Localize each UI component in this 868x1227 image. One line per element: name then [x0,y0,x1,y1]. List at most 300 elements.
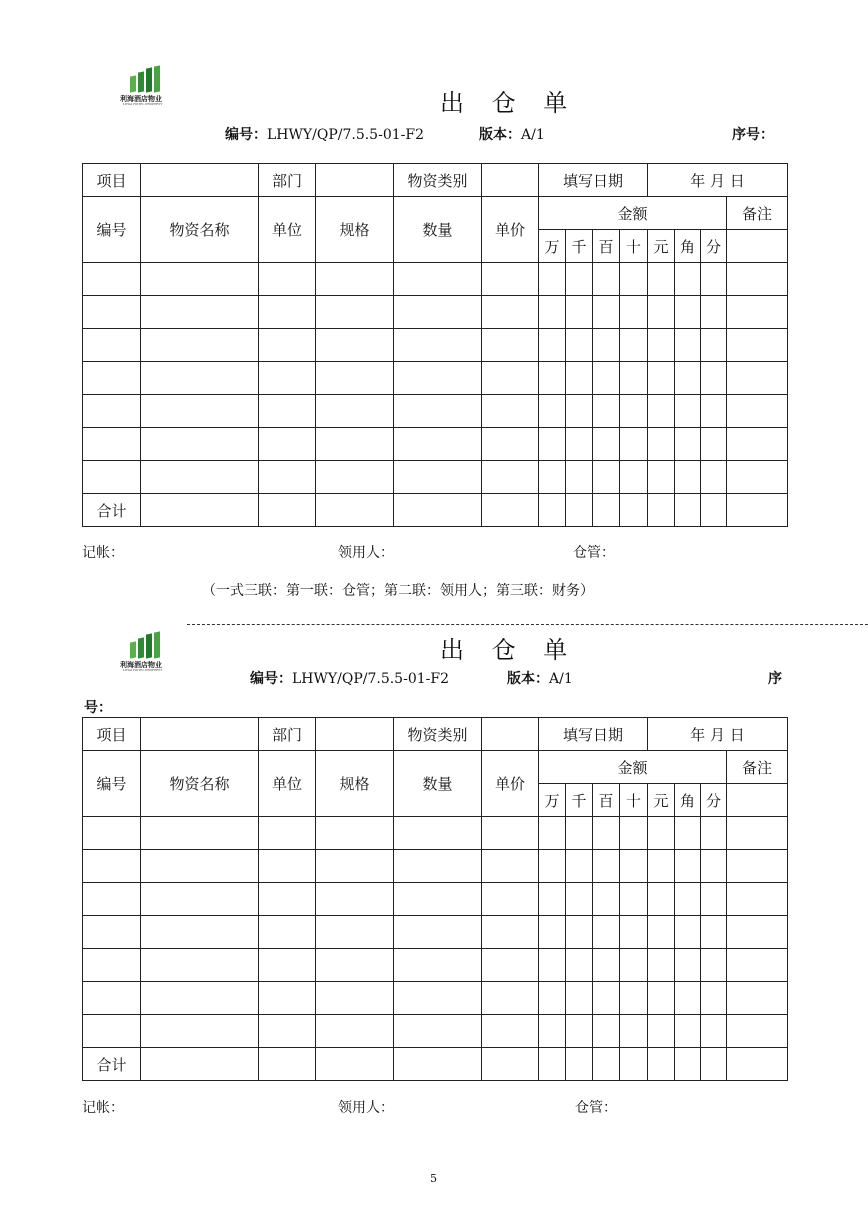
entry-cell[interactable] [539,1015,566,1048]
entry-cell[interactable] [701,1015,727,1048]
entry-cell[interactable] [141,461,259,494]
entry-cell[interactable] [394,395,482,428]
total-cell[interactable] [675,1048,701,1081]
entry-cell[interactable] [259,817,316,850]
outbound-form-table [82,717,788,1081]
entry-cell[interactable] [539,395,566,428]
entry-cell[interactable] [593,850,620,883]
form-code-label: 编号： [250,671,292,687]
entry-cell[interactable] [141,883,259,916]
entry-cell[interactable] [482,263,539,296]
total-row [83,494,788,527]
entry-cell[interactable] [701,850,727,883]
entry-cell[interactable] [141,296,259,329]
entry-cell[interactable] [701,982,727,1015]
entry-cell[interactable] [566,362,593,395]
entry-cell[interactable] [566,817,593,850]
form-serial [768,668,782,688]
total-cell[interactable] [259,494,316,527]
table-header-row-2 [83,197,788,230]
entry-cell[interactable] [394,817,482,850]
entry-cell[interactable] [539,263,566,296]
entry-cell[interactable] [316,883,394,916]
digit-fen: 分 [701,784,727,817]
form-serial [732,124,774,144]
entry-cell[interactable] [727,1015,788,1048]
total-cell[interactable] [701,494,727,527]
entry-cell[interactable] [727,296,788,329]
entry-cell[interactable] [593,263,620,296]
form-code [250,668,449,688]
entry-cell[interactable] [593,296,620,329]
bookkeeper-signature: 记帐： [82,545,124,561]
total-label: 合计 [83,494,141,527]
entry-cell[interactable] [727,883,788,916]
name-header: 物资名称 [141,197,259,263]
entry-cell[interactable] [566,850,593,883]
entry-cell[interactable] [141,949,259,982]
spec-header: 规格 [316,197,394,263]
entry-cell[interactable] [316,296,394,329]
entry-cell[interactable] [566,296,593,329]
entry-cell[interactable] [648,428,675,461]
entry-cell[interactable] [539,461,566,494]
form-serial-label-part2: 号： [84,700,112,716]
total-cell[interactable] [593,1048,620,1081]
entry-cell[interactable] [648,817,675,850]
remark-header: 备注 [727,751,788,784]
entry-cell[interactable] [727,329,788,362]
entry-cell[interactable] [259,296,316,329]
entry-cell[interactable] [141,850,259,883]
entry-cell[interactable] [482,949,539,982]
entry-cell[interactable] [675,916,701,949]
entry-cell[interactable] [701,329,727,362]
entry-cell[interactable] [648,263,675,296]
form-code-value: LHWY/QP/7.5.5-01-F2 [267,127,424,143]
entry-cell[interactable] [539,329,566,362]
total-cell[interactable] [141,1048,259,1081]
entry-cell[interactable] [593,982,620,1015]
company-logo [120,66,180,106]
total-cell[interactable] [539,1048,566,1081]
entry-cell[interactable] [316,428,394,461]
total-cell[interactable] [648,494,675,527]
digit-yuan: 元 [648,784,675,817]
entry-cell[interactable] [727,850,788,883]
logo-name-cn: 利海酒店物业 [120,94,162,103]
entry-cell[interactable] [648,461,675,494]
entry-cell[interactable] [316,263,394,296]
entry-cell[interactable] [620,949,648,982]
entry-cell[interactable] [648,850,675,883]
entry-cell[interactable] [648,982,675,1015]
entry-cell[interactable] [83,982,141,1015]
entry-cell[interactable] [566,982,593,1015]
remark-cell[interactable] [727,784,788,817]
fill-date-cell[interactable]: 年 月 日 [648,718,788,751]
total-cell[interactable] [394,1048,482,1081]
entry-cell[interactable] [316,1015,394,1048]
entry-cell[interactable] [620,883,648,916]
entry-cell[interactable] [727,428,788,461]
entry-cell[interactable] [482,362,539,395]
entry-cell[interactable] [394,1015,482,1048]
entry-cell[interactable] [141,428,259,461]
form-title: 出 仓 单 [440,89,578,117]
entry-cell[interactable] [482,883,539,916]
warehouse-signature: 仓管： [575,1100,617,1116]
entry-cell[interactable] [648,916,675,949]
remark-cell[interactable] [727,230,788,263]
entry-cell[interactable] [727,916,788,949]
entry-cell[interactable] [701,263,727,296]
entry-cell[interactable] [482,1015,539,1048]
table-header-row-2 [83,751,788,784]
total-cell[interactable] [620,1048,648,1081]
remark-header: 备注 [727,197,788,230]
total-cell[interactable] [482,1048,539,1081]
entry-cell[interactable] [482,850,539,883]
digit-bai: 百 [593,230,620,263]
entry-cell[interactable] [394,916,482,949]
category-label: 物资类别 [394,164,482,197]
qty-header: 数量 [394,197,482,263]
total-cell[interactable] [620,494,648,527]
entry-cell[interactable] [675,982,701,1015]
copies-note: （一式三联：第一联：仓管；第二联：领用人；第三联：财务） [202,583,594,599]
entry-cell[interactable] [259,883,316,916]
entry-cell[interactable] [482,428,539,461]
entry-cell[interactable] [675,850,701,883]
entry-cell[interactable] [394,428,482,461]
entry-cell[interactable] [648,883,675,916]
entry-cell[interactable] [83,296,141,329]
form-serial-wrap [84,697,112,717]
table-row [83,982,788,1015]
entry-cell[interactable] [482,329,539,362]
entry-cell[interactable] [566,329,593,362]
entry-cell[interactable] [141,1015,259,1048]
entry-cell[interactable] [648,949,675,982]
entry-cell[interactable] [620,329,648,362]
entry-cell[interactable] [593,329,620,362]
entry-cell[interactable] [701,817,727,850]
total-cell[interactable] [316,494,394,527]
entry-cell[interactable] [394,296,482,329]
entry-cell[interactable] [259,395,316,428]
entry-cell[interactable] [141,916,259,949]
entry-cell[interactable] [539,296,566,329]
entry-cell[interactable] [394,982,482,1015]
digit-qian: 千 [566,230,593,263]
entry-cell[interactable] [316,362,394,395]
dept-cell[interactable] [316,718,394,751]
item-cell[interactable] [141,164,259,197]
entry-cell[interactable] [566,461,593,494]
entry-cell[interactable] [620,395,648,428]
entry-cell[interactable] [394,883,482,916]
entry-cell[interactable] [259,362,316,395]
entry-cell[interactable] [83,329,141,362]
total-cell[interactable] [593,494,620,527]
entry-cell[interactable] [593,949,620,982]
entry-cell[interactable] [394,461,482,494]
item-label: 项目 [83,718,141,751]
entry-cell[interactable] [727,982,788,1015]
receiver-signature: 领用人： [338,1100,394,1116]
entry-cell[interactable] [83,395,141,428]
entry-cell[interactable] [701,949,727,982]
form-title: 出 仓 单 [440,636,578,664]
total-cell[interactable] [259,1048,316,1081]
entry-cell[interactable] [394,949,482,982]
table-row [83,916,788,949]
entry-cell[interactable] [316,850,394,883]
entry-cell[interactable] [259,916,316,949]
entry-cell[interactable] [727,949,788,982]
entry-cell[interactable] [539,949,566,982]
table-body [83,817,788,1048]
entry-cell[interactable] [701,395,727,428]
receiver-signature: 领用人： [338,545,394,561]
logo-name-en: LIHAI HOTEL PROPERTY [123,668,163,672]
entry-cell[interactable] [620,296,648,329]
entry-cell[interactable] [566,395,593,428]
dept-cell[interactable] [316,164,394,197]
table-row [83,395,788,428]
total-cell[interactable] [482,494,539,527]
entry-cell[interactable] [141,329,259,362]
form-code [225,124,424,144]
entry-cell[interactable] [539,883,566,916]
entry-cell[interactable] [675,263,701,296]
entry-cell[interactable] [316,916,394,949]
entry-cell[interactable] [482,296,539,329]
entry-cell[interactable] [727,461,788,494]
entry-cell[interactable] [675,395,701,428]
category-label: 物资类别 [394,718,482,751]
entry-cell[interactable] [141,362,259,395]
total-cell[interactable] [727,494,788,527]
entry-cell[interactable] [539,428,566,461]
total-cell[interactable] [566,494,593,527]
digit-jiao: 角 [675,784,701,817]
bookkeeper-signature: 记帐： [82,1100,124,1116]
entry-cell[interactable] [593,1015,620,1048]
entry-cell[interactable] [566,883,593,916]
table-row [83,329,788,362]
entry-cell[interactable] [394,263,482,296]
total-label: 合计 [83,1048,141,1081]
entry-cell[interactable] [701,883,727,916]
category-cell[interactable] [482,164,539,197]
digit-yuan: 元 [648,230,675,263]
entry-cell[interactable] [83,817,141,850]
entry-cell[interactable] [566,1015,593,1048]
entry-cell[interactable] [83,362,141,395]
entry-cell[interactable] [83,850,141,883]
entry-cell[interactable] [620,428,648,461]
entry-cell[interactable] [83,461,141,494]
entry-cell[interactable] [620,850,648,883]
entry-cell[interactable] [83,916,141,949]
entry-cell[interactable] [675,296,701,329]
entry-cell[interactable] [593,883,620,916]
entry-cell[interactable] [727,395,788,428]
total-cell[interactable] [675,494,701,527]
form-version [507,668,573,688]
entry-cell[interactable] [620,1015,648,1048]
entry-cell[interactable] [394,850,482,883]
entry-cell[interactable] [83,263,141,296]
entry-cell[interactable] [259,850,316,883]
entry-cell[interactable] [620,817,648,850]
form-version-value: A/1 [521,127,545,143]
entry-cell[interactable] [316,329,394,362]
entry-cell[interactable] [675,949,701,982]
form-version-label: 版本： [479,127,521,143]
entry-cell[interactable] [482,395,539,428]
entry-cell[interactable] [566,263,593,296]
item-label: 项目 [83,164,141,197]
entry-cell[interactable] [648,1015,675,1048]
entry-cell[interactable] [620,982,648,1015]
entry-cell[interactable] [675,883,701,916]
form-code-value: LHWY/QP/7.5.5-01-F2 [292,671,449,687]
entry-cell[interactable] [648,296,675,329]
digit-wan: 万 [539,230,566,263]
table-row [83,263,788,296]
entry-cell[interactable] [675,329,701,362]
entry-cell[interactable] [482,916,539,949]
entry-cell[interactable] [316,395,394,428]
entry-cell[interactable] [620,461,648,494]
total-cell[interactable] [648,1048,675,1081]
digit-fen: 分 [701,230,727,263]
entry-cell[interactable] [141,982,259,1015]
entry-cell[interactable] [141,263,259,296]
entry-cell[interactable] [259,263,316,296]
entry-cell[interactable] [593,395,620,428]
entry-cell[interactable] [259,1015,316,1048]
entry-cell[interactable] [539,817,566,850]
entry-cell[interactable] [593,817,620,850]
entry-cell[interactable] [727,263,788,296]
entry-cell[interactable] [727,362,788,395]
table-header-row-1 [83,718,788,751]
digit-bai: 百 [593,784,620,817]
table-row [83,1015,788,1048]
entry-cell[interactable] [675,817,701,850]
entry-cell[interactable] [701,428,727,461]
entry-cell[interactable] [539,362,566,395]
entry-cell[interactable] [482,982,539,1015]
entry-cell[interactable] [259,428,316,461]
table-body [83,263,788,494]
entry-cell[interactable] [593,916,620,949]
total-cell[interactable] [316,1048,394,1081]
entry-cell[interactable] [394,329,482,362]
total-cell[interactable] [727,1048,788,1081]
form-code-label: 编号： [225,127,267,143]
amount-header: 金额 [539,751,727,784]
price-header: 单价 [482,751,539,817]
entry-cell[interactable] [648,362,675,395]
entry-cell[interactable] [675,461,701,494]
entry-cell[interactable] [566,428,593,461]
entry-cell[interactable] [593,362,620,395]
entry-cell[interactable] [259,982,316,1015]
entry-cell[interactable] [701,916,727,949]
total-cell[interactable] [141,494,259,527]
entry-cell[interactable] [259,461,316,494]
entry-cell[interactable] [648,395,675,428]
entry-cell[interactable] [141,395,259,428]
table-row [83,850,788,883]
entry-cell[interactable] [316,461,394,494]
entry-cell[interactable] [648,329,675,362]
entry-cell[interactable] [482,461,539,494]
entry-cell[interactable] [83,949,141,982]
item-cell[interactable] [141,718,259,751]
entry-cell[interactable] [316,817,394,850]
entry-cell[interactable] [593,428,620,461]
fill-date-cell[interactable]: 年 月 日 [648,164,788,197]
entry-cell[interactable] [620,916,648,949]
dept-label: 部门 [259,164,316,197]
entry-cell[interactable] [259,949,316,982]
total-cell[interactable] [394,494,482,527]
entry-cell[interactable] [675,362,701,395]
total-cell[interactable] [539,494,566,527]
entry-cell[interactable] [701,362,727,395]
entry-cell[interactable] [593,461,620,494]
entry-cell[interactable] [482,817,539,850]
entry-cell[interactable] [316,949,394,982]
entry-cell[interactable] [701,296,727,329]
total-cell[interactable] [566,1048,593,1081]
entry-cell[interactable] [566,949,593,982]
entry-cell[interactable] [259,329,316,362]
category-cell[interactable] [482,718,539,751]
entry-cell[interactable] [539,982,566,1015]
entry-cell[interactable] [539,850,566,883]
table-row [83,817,788,850]
table-row [83,296,788,329]
entry-cell[interactable] [701,461,727,494]
entry-cell[interactable] [566,916,593,949]
table-row [83,362,788,395]
total-cell[interactable] [701,1048,727,1081]
entry-cell[interactable] [83,1015,141,1048]
entry-cell[interactable] [620,263,648,296]
entry-cell[interactable] [83,428,141,461]
price-header: 单价 [482,197,539,263]
entry-cell[interactable] [620,362,648,395]
entry-cell[interactable] [316,982,394,1015]
entry-cell[interactable] [675,428,701,461]
entry-cell[interactable] [394,362,482,395]
table-row [83,428,788,461]
entry-cell[interactable] [675,1015,701,1048]
entry-cell[interactable] [141,817,259,850]
entry-cell[interactable] [727,817,788,850]
logo-mark-icon [130,632,160,658]
entry-cell[interactable] [539,916,566,949]
page-number: 5 [430,1172,437,1185]
entry-cell[interactable] [83,883,141,916]
